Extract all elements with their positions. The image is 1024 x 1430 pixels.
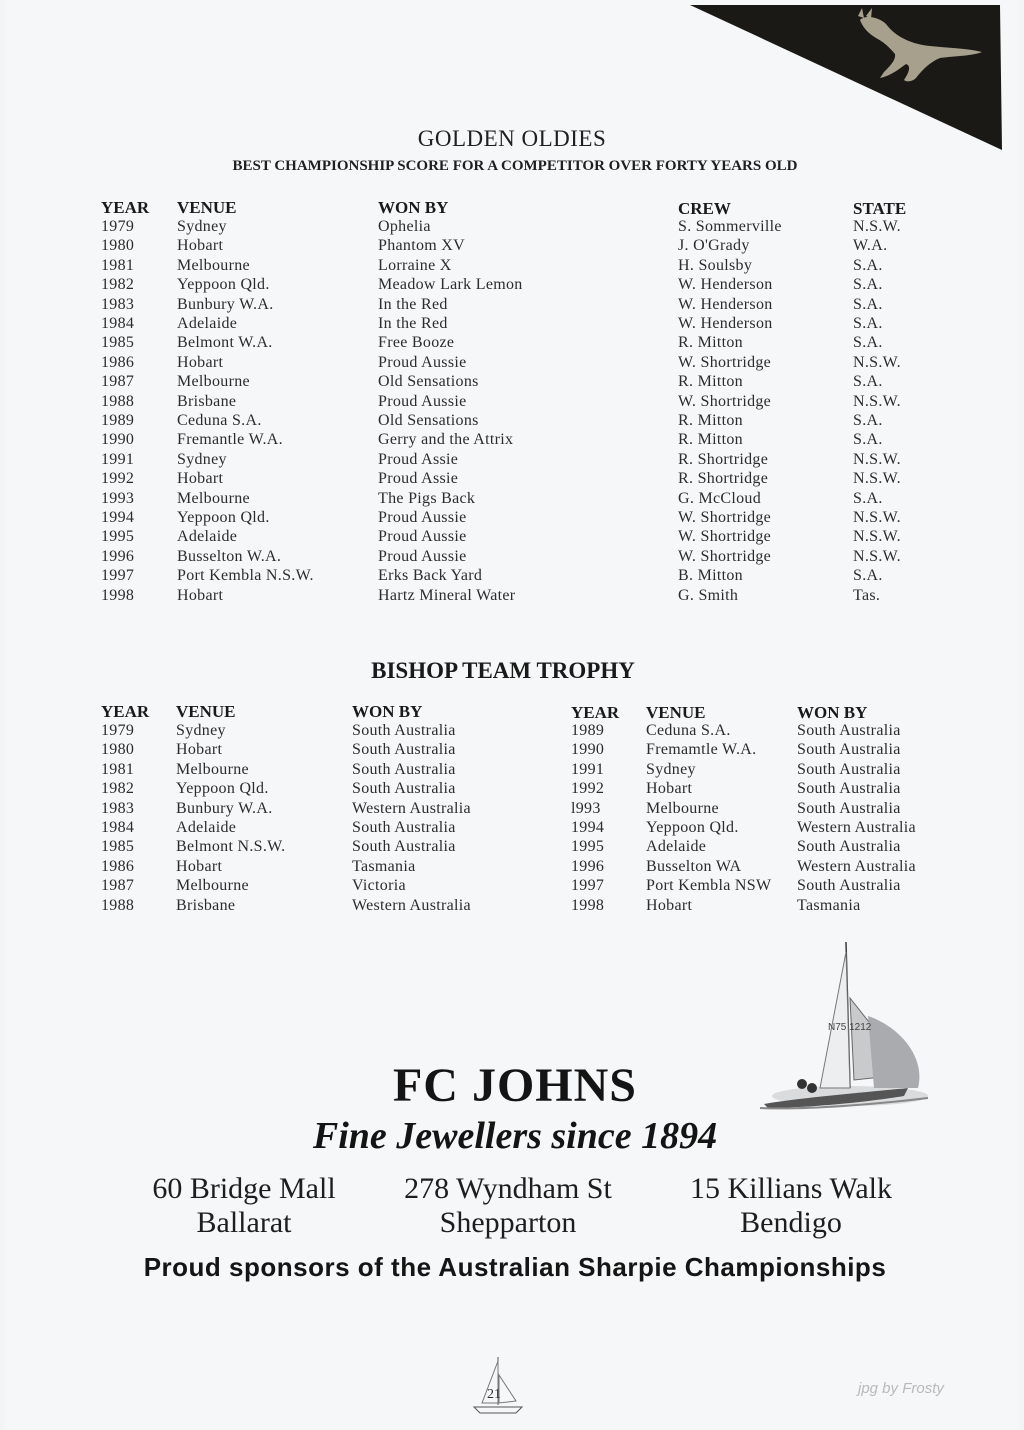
- cell-state: N.S.W.: [853, 353, 901, 371]
- cell-venue: Melbourne: [177, 373, 250, 391]
- cell-venue: Sydney: [177, 218, 227, 235]
- location-town: Shepparton: [439, 1206, 577, 1239]
- cell-won-by: South Australia: [797, 760, 901, 778]
- header-won-by: WON BY: [797, 703, 868, 722]
- cell-year: l993: [571, 799, 601, 817]
- cell-state: Tas.: [853, 586, 881, 604]
- cell-venue: Adelaide: [646, 838, 707, 856]
- cell-venue: Hobart: [646, 896, 693, 914]
- cell-won-by: South Australia: [352, 722, 456, 739]
- cell-venue: Hobart: [177, 586, 224, 604]
- golden-oldies-title: GOLDEN OLDIES: [417, 126, 607, 151]
- table-row: [0, 567, 1024, 587]
- cell-won-by: Western Australia: [797, 819, 916, 836]
- cell-venue: Ceduna S.A.: [646, 722, 731, 739]
- cell-year: 1995: [571, 838, 605, 856]
- cell-venue: Fremantle W.A.: [177, 431, 283, 449]
- cell-won-by: South Australia: [797, 741, 901, 759]
- cell-year: 1979: [101, 218, 135, 235]
- table-row: [0, 373, 1024, 393]
- cell-year: 1990: [101, 431, 135, 449]
- table-row: [0, 877, 1024, 897]
- ad-tagline: Fine Jewellers since 1894: [312, 1115, 718, 1157]
- page-number: 21: [487, 1387, 501, 1402]
- cell-crew: H. Soulsby: [678, 256, 753, 274]
- table-row: [0, 897, 1024, 917]
- cell-won-by: South Australia: [797, 838, 901, 856]
- cell-year: 1979: [101, 722, 135, 739]
- cell-won-by: South Australia: [797, 877, 901, 895]
- cell-year: 1993: [101, 489, 135, 507]
- table-row: [0, 548, 1024, 568]
- sailboat-icon: [470, 1355, 526, 1415]
- cell-state: S.A.: [853, 373, 883, 391]
- cell-venue: Adelaide: [177, 528, 238, 546]
- cell-venue: Yeppoon Qld.: [176, 780, 269, 798]
- cell-venue: Melbourne: [177, 489, 250, 507]
- cell-venue: Adelaide: [176, 819, 237, 836]
- header-won-by: WON BY: [352, 702, 423, 721]
- cell-state: N.S.W.: [853, 218, 901, 235]
- cell-year: 1988: [101, 896, 135, 914]
- cell-won-by: Western Australia: [352, 896, 471, 914]
- cell-state: S.A.: [853, 276, 883, 294]
- cell-year: 1981: [101, 256, 135, 274]
- cell-won-by: Western Australia: [352, 799, 471, 817]
- cell-won-by: Proud Assie: [378, 450, 459, 468]
- header-venue: VENUE: [176, 702, 236, 721]
- cell-venue: Sydney: [646, 760, 696, 778]
- cell-won-by: Lorraine X: [378, 256, 452, 274]
- table-row: [0, 722, 1024, 742]
- cell-year: 1990: [571, 741, 605, 759]
- table-row: [0, 334, 1024, 354]
- cell-won-by: South Australia: [352, 838, 456, 856]
- cell-won-by: Tasmania: [352, 857, 416, 875]
- cell-won-by: Meadow Lark Lemon: [378, 276, 523, 294]
- cell-year: 1997: [571, 877, 605, 895]
- cell-year: 1986: [101, 857, 135, 875]
- cell-year: 1984: [101, 315, 135, 332]
- cell-won-by: Proud Aussie: [378, 509, 467, 526]
- cell-state: N.S.W.: [853, 392, 901, 410]
- cell-year: 1982: [101, 780, 135, 798]
- table-row: [0, 431, 1024, 451]
- cell-venue: Hobart: [176, 741, 223, 759]
- header-year: YEAR: [571, 703, 620, 722]
- table-row: [0, 509, 1024, 529]
- cell-venue: Melbourne: [176, 760, 249, 778]
- sail-number: N75 1212: [828, 1022, 872, 1033]
- location-street: 60 Bridge Mall: [152, 1172, 336, 1205]
- cell-year: 1983: [101, 295, 135, 313]
- cell-state: S.A.: [853, 412, 883, 429]
- cell-crew: R. Mitton: [678, 373, 743, 391]
- cell-venue: Melbourne: [176, 877, 249, 895]
- cell-year: 1989: [101, 412, 135, 429]
- table-row: [0, 741, 1024, 761]
- cell-venue: Belmont N.S.W.: [176, 838, 286, 856]
- cell-venue: Port Kembla N.S.W.: [177, 567, 314, 585]
- cell-won-by: Western Australia: [797, 857, 916, 875]
- watermark: jpg by Frosty: [858, 1380, 944, 1397]
- cell-state: S.A.: [853, 256, 883, 274]
- cell-crew: J. O'Grady: [678, 237, 750, 255]
- cell-venue: Ceduna S.A.: [177, 412, 262, 429]
- cell-year: 1985: [101, 838, 135, 856]
- table-row: [0, 276, 1024, 296]
- cell-venue: Busselton W.A.: [177, 547, 282, 565]
- cell-venue: Yeppoon Qld.: [177, 276, 270, 294]
- table-row: [0, 412, 1024, 432]
- cell-venue: Adelaide: [177, 315, 238, 332]
- cell-state: S.A.: [853, 431, 883, 449]
- cell-year: 1981: [101, 760, 135, 778]
- cell-venue: Melbourne: [177, 256, 250, 274]
- cell-venue: Brisbane: [177, 392, 237, 410]
- cell-venue: Brisbane: [176, 896, 236, 914]
- location-town: Ballarat: [196, 1206, 292, 1239]
- cell-year: 1996: [571, 857, 605, 875]
- cell-won-by: The Pigs Back: [378, 489, 476, 507]
- cell-year: 1991: [101, 450, 135, 468]
- cell-won-by: South Australia: [352, 780, 456, 798]
- table-row: [0, 354, 1024, 374]
- cell-venue: Yeppoon Qld.: [177, 509, 270, 526]
- cell-venue: Hobart: [646, 780, 693, 798]
- table-row: [0, 780, 1024, 800]
- table-row: [0, 470, 1024, 490]
- cell-year: 1992: [101, 470, 135, 488]
- cell-won-by: Proud Aussie: [378, 353, 467, 371]
- cell-won-by: Proud Aussie: [378, 547, 467, 565]
- cell-won-by: South Australia: [352, 819, 456, 836]
- cell-year: 1998: [571, 896, 605, 914]
- cell-crew: W. Shortridge: [678, 528, 772, 546]
- cell-venue: Hobart: [177, 237, 224, 255]
- cell-won-by: Victoria: [352, 877, 406, 895]
- cell-won-by: Free Booze: [378, 334, 455, 352]
- table-row: [0, 819, 1024, 839]
- cell-state: N.S.W.: [853, 450, 901, 468]
- location-town: Bendigo: [740, 1206, 842, 1239]
- cell-venue: Bunbury W.A.: [176, 799, 273, 817]
- cell-state: S.A.: [853, 489, 883, 507]
- golden-oldies-subtitle: BEST CHAMPIONSHIP SCORE FOR A COMPETITOR OVER FORTY YEARS OLD: [232, 158, 798, 174]
- cell-crew: S. Sommerville: [678, 218, 782, 235]
- cell-won-by: Proud Aussie: [378, 528, 467, 546]
- cell-won-by: Erks Back Yard: [378, 567, 483, 585]
- table-row: [0, 257, 1024, 277]
- cell-year: 1994: [101, 509, 135, 526]
- cell-state: N.S.W.: [853, 547, 901, 565]
- cell-won-by: South Australia: [797, 799, 901, 817]
- cell-won-by: South Australia: [352, 760, 456, 778]
- cell-won-by: South Australia: [797, 780, 901, 798]
- cell-crew: W. Henderson: [678, 276, 773, 294]
- header-venue: VENUE: [646, 703, 706, 722]
- location-street: 278 Wyndham St: [404, 1172, 612, 1205]
- cell-year: 1988: [101, 392, 135, 410]
- cell-won-by: Old Sensations: [378, 373, 479, 391]
- cell-crew: R. Mitton: [678, 412, 743, 429]
- cell-venue: Sydney: [177, 450, 227, 468]
- table-row: [0, 237, 1024, 257]
- cell-venue: Bunbury W.A.: [177, 295, 274, 313]
- table-row: [0, 296, 1024, 316]
- cell-state: N.S.W.: [853, 470, 901, 488]
- bishop-trophy-title: BISHOP TEAM TROPHY: [371, 658, 635, 683]
- table-row: [0, 858, 1024, 878]
- cell-won-by: Tasmania: [797, 896, 861, 914]
- header-year: YEAR: [101, 702, 150, 721]
- cell-year: 1980: [101, 741, 135, 759]
- cell-year: 1986: [101, 353, 135, 371]
- cell-crew: G. Smith: [678, 586, 739, 604]
- cell-crew: W. Shortridge: [678, 392, 772, 410]
- cell-venue: Belmont W.A.: [177, 334, 273, 352]
- cell-won-by: In the Red: [378, 315, 448, 332]
- cell-year: 1991: [571, 760, 605, 778]
- cell-won-by: Ophelia: [378, 218, 431, 235]
- cell-venue: Hobart: [177, 470, 224, 488]
- cell-crew: W. Henderson: [678, 295, 773, 313]
- cell-year: 1987: [101, 373, 135, 391]
- header-won-by: WON BY: [378, 198, 449, 217]
- cell-year: 1984: [101, 819, 135, 836]
- cell-crew: R. Shortridge: [678, 450, 769, 468]
- sponsor-line: Proud sponsors of the Australian Sharpie Championships: [143, 1252, 887, 1282]
- cell-state: S.A.: [853, 315, 883, 332]
- cell-won-by: South Australia: [352, 741, 456, 759]
- cell-won-by: Phantom XV: [378, 237, 465, 255]
- cell-venue: Hobart: [177, 353, 224, 371]
- cell-venue: Busselton WA: [646, 857, 742, 875]
- location-bendigo: [641, 1172, 941, 1240]
- cell-venue: Port Kembla NSW: [646, 877, 772, 895]
- cell-state: N.S.W.: [853, 528, 901, 546]
- header-year: YEAR: [101, 198, 150, 217]
- header-state: STATE: [853, 199, 907, 218]
- table-row: [0, 315, 1024, 335]
- cell-crew: W. Henderson: [678, 315, 773, 332]
- location-ballarat: [94, 1172, 394, 1240]
- cell-crew: R. Mitton: [678, 431, 743, 449]
- cell-state: S.A.: [853, 334, 883, 352]
- cell-year: 1996: [101, 547, 135, 565]
- cell-won-by: Gerry and the Attrix: [378, 431, 514, 449]
- cell-year: 1985: [101, 334, 135, 352]
- cell-crew: R. Mitton: [678, 334, 743, 352]
- cell-crew: R. Shortridge: [678, 470, 769, 488]
- table-row: [0, 451, 1024, 471]
- cell-venue: Fremamtle W.A.: [646, 741, 757, 759]
- table-row: [0, 587, 1024, 607]
- cell-year: 1983: [101, 799, 135, 817]
- location-street: 15 Killians Walk: [689, 1172, 893, 1205]
- cell-won-by: In the Red: [378, 295, 448, 313]
- cell-year: 1998: [101, 586, 135, 604]
- cell-won-by: Proud Aussie: [378, 392, 467, 410]
- cell-year: 1989: [571, 722, 605, 739]
- table-row: [0, 528, 1024, 548]
- cell-year: 1992: [571, 780, 605, 798]
- cell-state: S.A.: [853, 295, 883, 313]
- ad-company-name: FC JOHNS: [392, 1059, 637, 1112]
- table-row: [0, 490, 1024, 510]
- cell-venue: Hobart: [176, 857, 223, 875]
- cell-venue: Sydney: [176, 722, 226, 739]
- cell-year: 1997: [101, 567, 135, 585]
- table-row: [0, 838, 1024, 858]
- cell-won-by: Old Sensations: [378, 412, 479, 429]
- cell-crew: B. Mitton: [678, 567, 743, 585]
- cell-venue: Yeppoon Qld.: [646, 819, 739, 836]
- cell-year: 1980: [101, 237, 135, 255]
- header-venue: VENUE: [177, 198, 237, 217]
- cell-year: 1995: [101, 528, 135, 546]
- cell-state: N.S.W.: [853, 509, 901, 526]
- cell-crew: W. Shortridge: [678, 509, 772, 526]
- location-shepparton: [358, 1172, 658, 1240]
- cell-state: W.A.: [853, 237, 888, 255]
- cell-crew: W. Shortridge: [678, 353, 772, 371]
- cell-venue: Melbourne: [646, 799, 719, 817]
- cell-year: 1994: [571, 819, 605, 836]
- cell-year: 1982: [101, 276, 135, 294]
- table-row: [0, 393, 1024, 413]
- cell-crew: G. McCloud: [678, 489, 761, 507]
- cell-won-by: South Australia: [797, 722, 901, 739]
- table-row: [0, 218, 1024, 238]
- cell-year: 1987: [101, 877, 135, 895]
- header-crew: CREW: [678, 199, 731, 218]
- table-row: [0, 761, 1024, 781]
- cell-crew: W. Shortridge: [678, 547, 772, 565]
- cell-state: S.A.: [853, 567, 883, 585]
- table-row: [0, 800, 1024, 820]
- cell-won-by: Proud Assie: [378, 470, 459, 488]
- cell-won-by: Hartz Mineral Water: [378, 586, 516, 604]
